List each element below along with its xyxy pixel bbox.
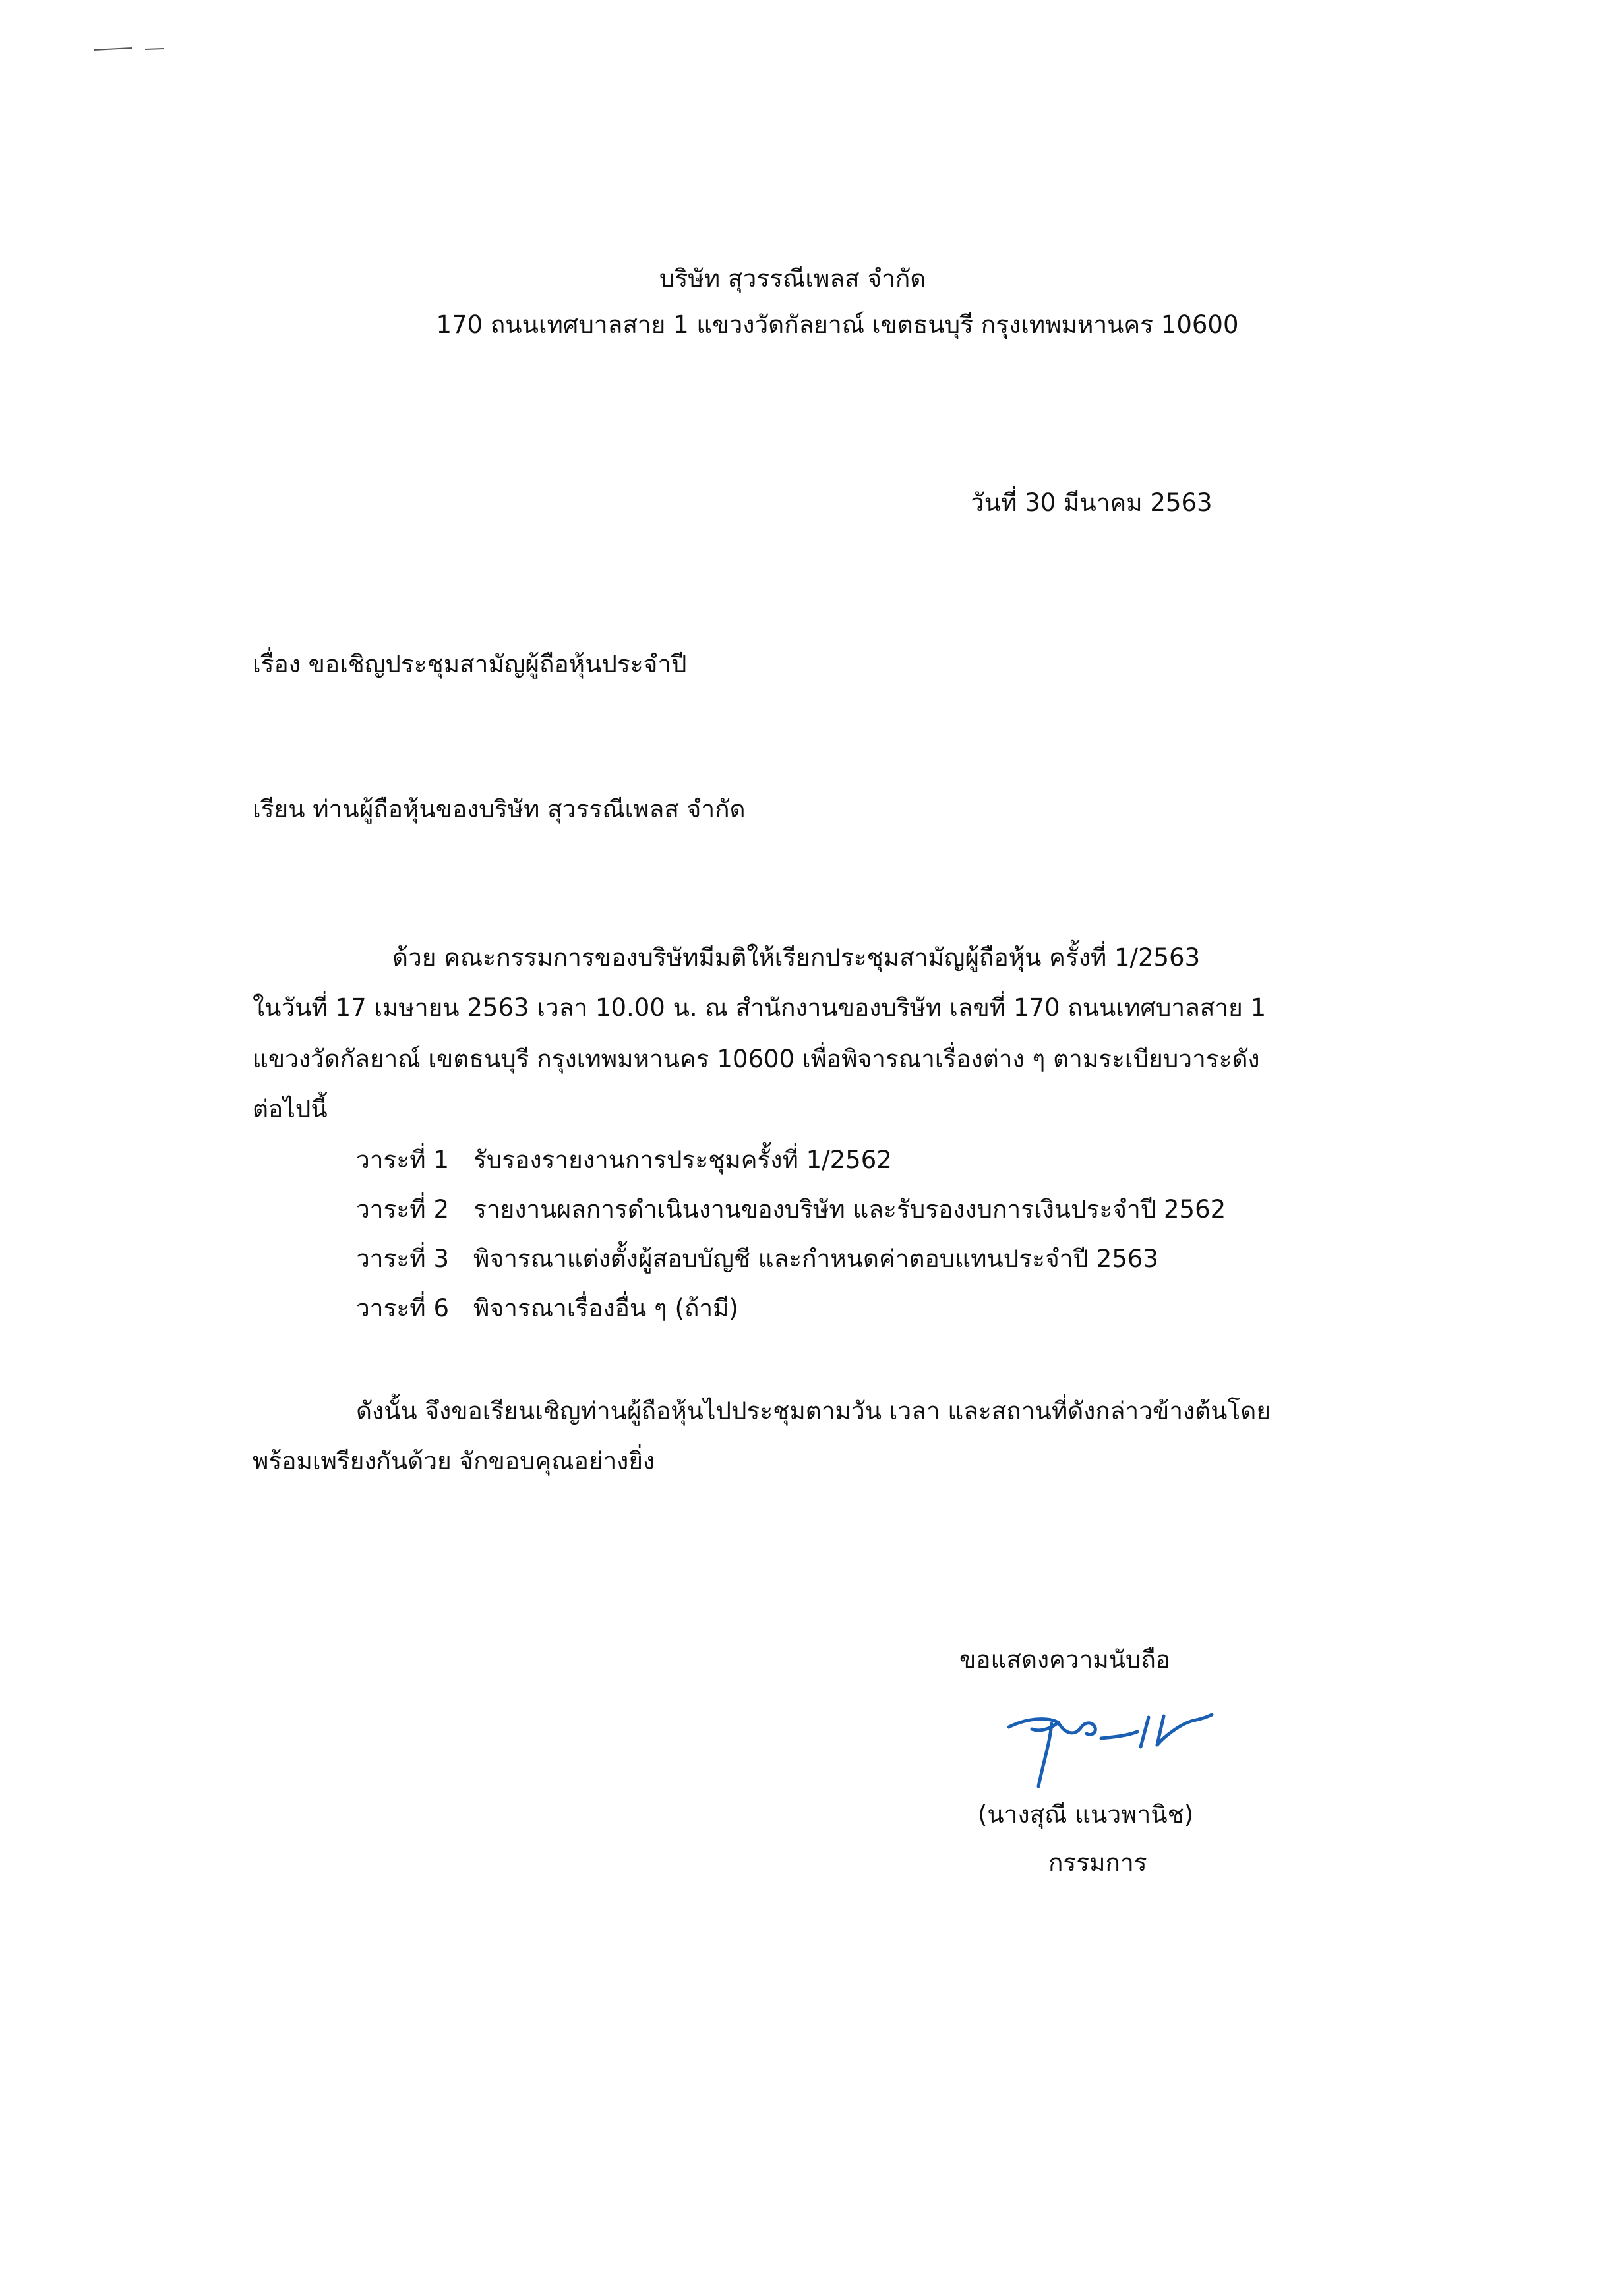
agenda-item-4 (356, 1293, 738, 1324)
body-line-3: แขวงวัดกัลยาณ์ เขตธนบุรี กรุงเทพมหานคร 10600 เพื่อพิจารณาเรื่องต่าง ๆ ตามระเบียบวาระดัง (253, 1045, 1260, 1073)
body-line-2: ในวันที่ 17 เมษายน 2563 เวลา 10.00 น. ณ สำนักงานของบริษัท เลขที่ 170 ถนนเทศบาลสาย 1 (253, 993, 1267, 1022)
agenda-label: วาระที่ 6 (356, 1294, 449, 1322)
signoff-name: (นางสุณี แนวพานิช) (978, 1800, 1194, 1829)
agenda-label: วาระที่ 2 (356, 1195, 449, 1223)
signoff-regards: ขอแสดงความนับถือ (959, 1645, 1171, 1674)
body-line-4: ต่อไปนี้ (253, 1095, 328, 1123)
agenda-text: พิจารณาแต่งตั้งผู้สอบบัญชี และกำหนดค่าตอบแทนประจำปี 2563 (473, 1245, 1158, 1273)
closing-line-2: พร้อมเพรียงกันด้วย จักขอบคุณอย่างยิ่ง (253, 1447, 655, 1475)
body-line-1: ด้วย คณะกรรมการของบริษัทมีมติให้เรียกประชุมสามัญผู้ถือหุ้น ครั้งที่ 1/2563 (392, 943, 1201, 972)
agenda-text: พิจารณาเรื่องอื่น ๆ (ถ้ามี) (473, 1294, 738, 1322)
letter-subject: เรื่อง ขอเชิญประชุมสามัญผู้ถือหุ้นประจำปี (253, 650, 687, 678)
agenda-label: วาระที่ 3 (356, 1245, 449, 1273)
agenda-item-1 (356, 1145, 892, 1175)
agenda-text: รับรองรายงานการประชุมครั้งที่ 1/2562 (473, 1146, 892, 1174)
letter-recipient: เรียน ท่านผู้ถือหุ้นของบริษัท สุวรรณีเพลส จำกัด (253, 795, 746, 823)
closing-line-1: ดังนั้น จึงขอเรียนเชิญท่านผู้ถือหุ้นไปประชุมตามวัน เวลา และสถานที่ดังกล่าวข้างต้นโดย (356, 1397, 1271, 1425)
agenda-item-3 (356, 1244, 1158, 1274)
agenda-text: รายงานผลการดำเนินงานของบริษัท และรับรองงบการเงินประจำปี 2562 (473, 1195, 1226, 1223)
letter-date: วันที่ 30 มีนาคม 2563 (971, 488, 1213, 517)
agenda-label: วาระที่ 1 (356, 1146, 449, 1174)
signature-icon (1002, 1697, 1220, 1796)
scan-mark (92, 46, 165, 53)
agenda-item-2 (356, 1194, 1226, 1225)
company-address: 170 ถนนเทศบาลสาย 1 แขวงวัดกัลยาณ์ เขตธนบุรี กรุงเทพมหานคร 10600 (436, 310, 1239, 339)
signoff-title: กรรมการ (1048, 1848, 1147, 1877)
company-name: บริษัท สุวรรณีเพลส จำกัด (659, 264, 926, 293)
